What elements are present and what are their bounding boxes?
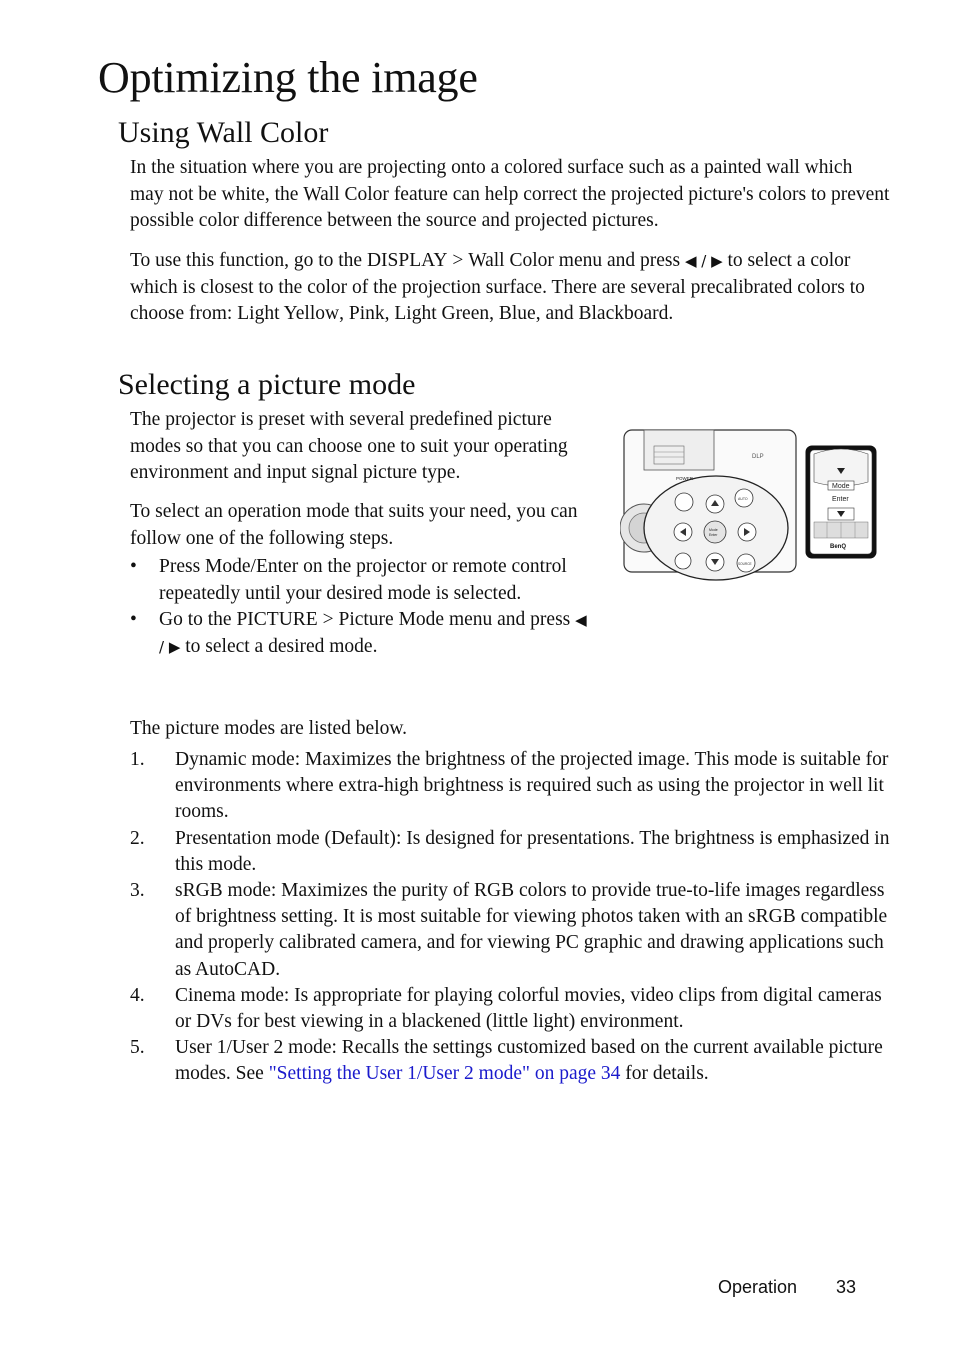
wall-color-paragraph-2: To use this function, go to the DISPLAY > Wall Color menu and press ◀ / ▶ to select a color which is closest to the color of the projection surface. There are several precalibrated colors to choose from: Light Yellow, Pink, Light Green, Blue, and Blackboard. — [130, 250, 865, 324]
remote-mode-label: Mode — [832, 483, 850, 490]
menu-exit-button — [675, 553, 691, 569]
page-title: Optimizing the image — [98, 53, 478, 102]
list-item: 3. sRGB mode: Maximizes the purity of RGB colors to provide true-to-life images regardless of brightness setting. It is most suitable for viewing photos taken with an sRGB compatible and properly calibrated camera, and for viewing PC graphic and drawing applications such as AutoCAD. — [130, 880, 888, 980]
mode-name: sRGB mode — [175, 880, 271, 902]
modes-intro: The picture modes are listed below. — [130, 718, 408, 739]
picture-mode-paragraph-1: The projector is preset with several predefined picture modes so that you can choose one to suit your operating environment and input signal picture type. — [130, 409, 568, 483]
bullet-icon: • — [130, 556, 137, 577]
picture-mode-paragraph-2: To select an operation mode that suits your need, you can follow one of the following steps. — [130, 501, 578, 549]
remote-brand-logo: BenQ — [830, 544, 847, 550]
list-item: • Go to the PICTURE > Picture Mode menu and press ◀ / ▶ to select a desired mode. — [130, 609, 587, 657]
cross-reference-link[interactable]: "Setting the User 1/User 2 mode" on page 34 — [268, 1063, 621, 1085]
ui-term: Picture Mode — [338, 609, 445, 630]
svg-text:Enter: Enter — [709, 533, 718, 537]
ui-term: DISPLAY — [366, 250, 448, 271]
color-option: Blackboard — [578, 303, 669, 324]
color-option: Blue — [498, 303, 536, 324]
picture-modes-list — [130, 747, 890, 1088]
footer-page-number: 33 — [836, 1277, 857, 1297]
list-item: • Press Mode/Enter on the projector or remote control repeatedly until your desired mode is selected. — [130, 556, 567, 604]
ui-term: Mode/Enter — [205, 556, 299, 577]
ui-term: Wall Color — [303, 183, 389, 205]
color-option: Light Yellow — [237, 303, 340, 324]
mode-name: User 1/User 2 mode — [175, 1037, 332, 1059]
svg-text:Mode: Mode — [709, 528, 718, 532]
wall-color-paragraph-1: In the situation where you are projecting onto a colored surface such as a painted wall which may not be white, the Wall Color feature can help correct the projected picture's colors to prevent possible color difference between the source and projected pictures. — [130, 157, 890, 231]
section-heading-wall-color: Using Wall Color — [118, 116, 329, 149]
list-item: 4. Cinema mode: Is appropriate for playing colorful movies, video clips from digital cameras or DVs for best viewing in a blackened (little light) environment. — [130, 984, 882, 1033]
color-option: Pink — [348, 303, 385, 324]
remote-enter-label: Enter — [832, 496, 849, 503]
svg-text:AUTO: AUTO — [738, 497, 748, 501]
mode-name: Presentation mode (Default) — [175, 827, 396, 849]
list-item: 5. User 1/User 2 mode: Recalls the settings customized based on the current available picture modes. See "Setting the User 1/User 2 mode" on page 34 for details. — [130, 1037, 883, 1085]
list-item: 1. Dynamic mode: Maximizes the brightness of the projected image. This mode is suitable for environments where extra-high brightness is required such as using the projector in well lit rooms. — [130, 749, 889, 823]
footer-section-name: Operation — [718, 1277, 798, 1297]
left-right-arrows-icon: ◀ / ▶ — [159, 611, 587, 656]
section-heading-picture-mode: Selecting a picture mode — [118, 368, 416, 401]
ui-term: Wall Color — [468, 250, 554, 271]
mode-name: Cinema mode — [175, 984, 284, 1006]
power-label: POWER — [676, 476, 694, 481]
power-button — [675, 493, 693, 511]
bullet-icon: • — [130, 609, 137, 630]
mode-name: Dynamic mode — [175, 749, 295, 770]
dlp-logo-icon: DLP — [752, 454, 764, 460]
svg-text:SOURCE: SOURCE — [738, 562, 752, 566]
steps-list — [130, 554, 590, 660]
left-right-arrows-icon: ◀ / ▶ — [684, 252, 723, 270]
ui-term: PICTURE — [236, 609, 318, 630]
projector-and-remote-illustration — [620, 424, 886, 584]
list-item: 2. Presentation mode (Default): Is designed for presentations. The brightness is emphasized in this mode. — [130, 827, 890, 875]
mode-enter-button — [704, 521, 726, 543]
color-option: Light Green — [394, 303, 490, 324]
